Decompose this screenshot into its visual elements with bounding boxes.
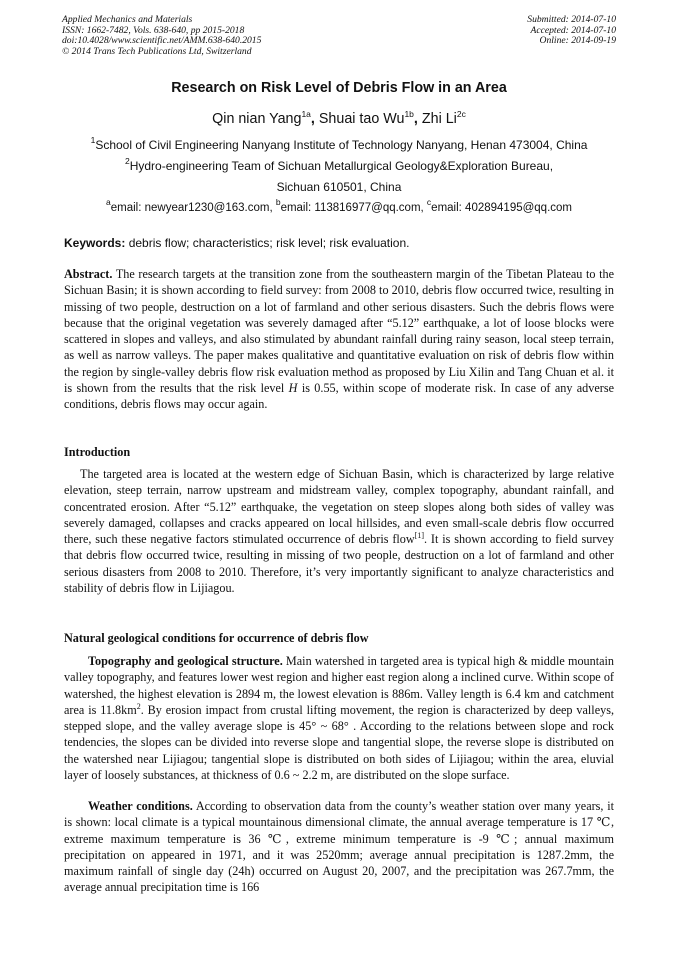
keywords [64, 236, 409, 250]
affiliation-2-city: Sichuan 610501, China [276, 180, 402, 194]
keywords-label: Keywords: [64, 236, 126, 250]
doi-line: doi:10.4028/www.scientific.net/AMM.638-640.2015 [62, 35, 262, 47]
paper-title: Research on Risk Level of Debris Flow in an Area [171, 80, 507, 96]
header-left [62, 15, 261, 57]
author-sup: 1b [404, 109, 414, 119]
journal-name: Applied Mechanics and Materials [62, 14, 193, 25]
abstract-label: Abstract. [64, 267, 113, 281]
author-name: Shuai tao Wu [318, 111, 405, 127]
author-name: Zhi Li [421, 111, 457, 127]
keywords-text: debris flow; characteristics; risk level; risk evaluation. [128, 236, 410, 250]
online-date: Online: 2014-09-19 [539, 35, 616, 47]
affiliation-2: $^2$Hydro-engineering Team of Sichuan Metallurgical Geology&Exploration Bureau, [124, 156, 554, 173]
author-name: Qin nian Yang [212, 111, 302, 127]
affiliation-1: $^1$School of Civil Engineering Nanyang Institute of Technology Nanyang, Henan 473004, China [90, 135, 588, 152]
author-list: Qin nian Yang$^{1a}$, Shuai tao $Wu^{1b}$, Zhi $Li^{2c}$ [212, 109, 466, 127]
weather-label: Weather conditions. [88, 799, 193, 813]
section-heading-natural-conditions: Natural geological conditions for occurrence of debris flow [64, 631, 369, 645]
submitted-date: Submitted: 2014-07-10 [527, 14, 616, 25]
introduction-paragraph: The targeted area is located at the western edge of Sichuan Basin, which is characterized by large relative elevation, steep terrain, narrow upstream and midstream valley, complex topography, abundant rainfall, and concentrated erosion. After “5.12” earthquake, the vegetation on steep slopes along both sides of valley was severely damaged, collapses and cracks appeared on local hillsides, and even small-scale debris flow occurred there, such these negative factors stimulated occurrence of debris flow[1]. It is shown according to field survey that debris flow occurred twice, resulting in missing of two people, destruction on a lot of farmland and other serious disasters from 2008 to 2010. Therefore, it’s very importantly significant to analyze characteristics and stability of debris flow in Lijiagou. [64, 467, 614, 596]
author-sup: 1a [301, 109, 311, 119]
topography-label: Topography and geological structure. [88, 654, 283, 668]
author-sup: 2c [456, 109, 466, 119]
abstract: Abstract. The research targets at the transition zone from the southeastern margin of the Tibetan Plateau to the Sichuan Basin; it is shown according to field survey: from 2008 to 2010, debris flow occurred twice, resulting in missing of two people, destruction on a lot of farmland and other serious disasters. Such the debris flows were because that the original vegetation was severely damaged after “5.12” earthquake, a lot of loose blocks were scattered in slopes and valleys, and also stimulated by abundant rainfall during rainy season, local steep terrain, as well as narrow valleys. The paper makes qualitative and quantitative evaluation on risk of debris flow within the region by single-valley debris flow risk evaluation method as proposed by Liu Xilin and Tang Chuan et al. it is shown from the results that the risk level H is 0.55, within scope of moderate risk. In case of any adverse conditions, debris flows may occur again. [64, 267, 614, 412]
section-heading-introduction: Introduction [64, 445, 131, 459]
email-line: $^a$email: newyear1230@163.com, $^b$email: 113816977@qq.com, $^c$email: 402894195@qq.com [106, 197, 572, 214]
accepted-date: Accepted: 2014-07-10 [530, 24, 616, 36]
citation: [1] [414, 531, 424, 541]
weather-paragraph: Weather conditions. According to observation data from the county’s weather station over many years, it is shown: local climate is a typical mountainous dimensional climate, the annual average temperature is 17 ℃, extreme maximum temperature is 36 ℃, extreme minimum temperature is -9 ℃; annual maximum precipitation on appeared in 1971, and it was 2520mm; average annual precipitation is 1287.2mm, the maximum rainfall of single day (24h) occurred on August 20, 2007, and the precipitation was 267.7mm, the average annual precipitation time is 166 [64, 799, 614, 895]
topography-paragraph: Topography and geological structure. Main watershed in targeted area is typical high & middle mountain valley topography, and features lower west region and higher east region along a inclined curve. Within scope of watershed, the highest elevation is 2894 m, the lowest elevation is 886m. Valley length is 6.4 km and catchment area is $11.8km^2$. By erosion impact from crustal lifting movement, the region is characterized by deep valleys, stepped slope, and the valley average slope is 45° ~ 68° . According to the relations between slope and rock tendencies, the slopes can be divided into reverse slope and tangential slope, the reverse slope is distributed on the watershed near Lijiagou; tangential slope is distributed on both sides of Lijiagou; within the area, eluvial layer of loosely substances, at thickness of 0.6 ~ 2.2 m, are distributed on the slope surface. [64, 654, 614, 783]
header-right [527, 15, 616, 47]
issn-line: ISSN: 1662-7482, Vols. 638-640, pp 2015-2018 [62, 24, 245, 36]
copyright-line: © 2014 Trans Tech Publications Ltd, Switzerland [62, 45, 252, 57]
